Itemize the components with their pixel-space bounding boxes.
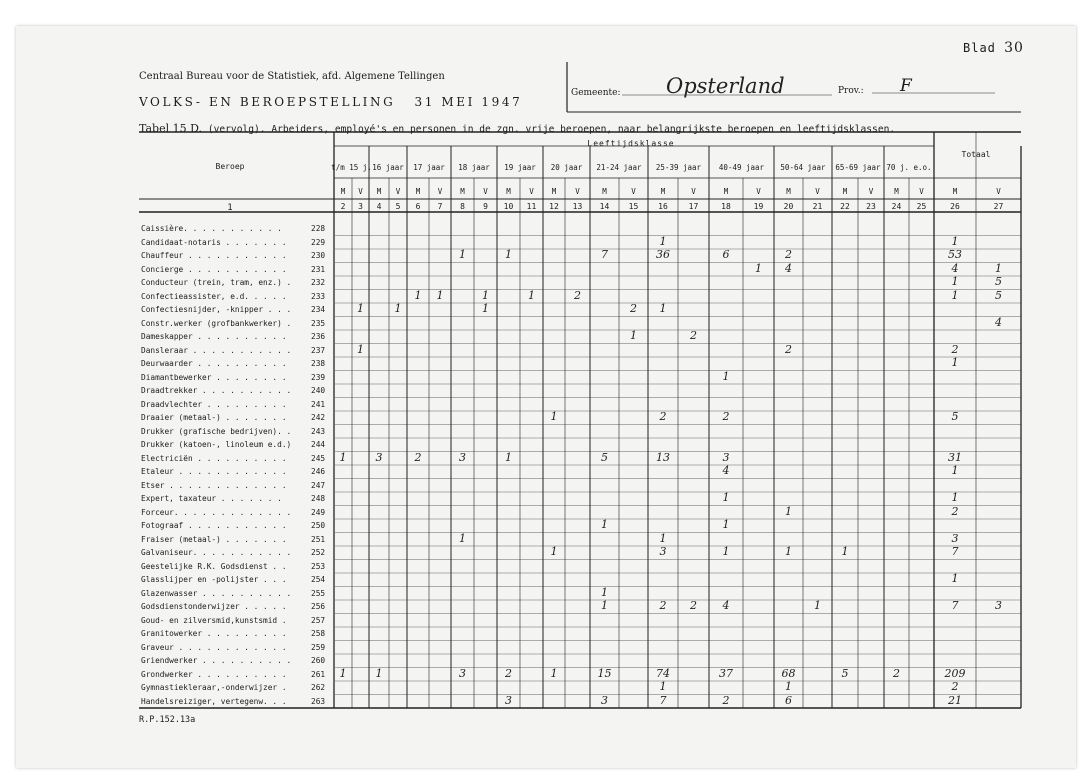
row-label: Confectieassister, e.d. . . . . <box>141 291 287 301</box>
sex-label: V <box>529 187 534 196</box>
table-cell-value: 5 <box>995 288 1002 302</box>
table-cell-value: 1 <box>951 464 959 477</box>
column-number: 27 <box>993 202 1004 211</box>
row-code: 260 <box>311 656 326 665</box>
table-cell-value: 1 <box>459 248 466 261</box>
row-code: 243 <box>311 426 326 436</box>
table-title: (vervolg). Arbeiders, employé's en personen in de zgn. vrije beroepen, naar belangrijkste beroepen en leeftijdsklassen. <box>207 124 896 135</box>
census-date: 31 MEI 1947 <box>414 95 523 109</box>
row-code: 259 <box>311 642 326 652</box>
table-cell-value: 2 <box>893 666 900 680</box>
table-cell-value: 2 <box>630 302 637 315</box>
column-number: 22 <box>840 202 850 211</box>
table-cell-value: 21 <box>948 693 962 707</box>
row-code: 241 <box>311 399 326 409</box>
table-cell-value: 1 <box>630 329 637 342</box>
table-cell-value: 6 <box>722 248 730 261</box>
row-code: 257 <box>311 615 326 625</box>
table-cell-value: 1 <box>394 302 402 315</box>
table-cell-value: 7 <box>659 693 667 707</box>
table-cell-value: 2 <box>722 410 730 423</box>
table-cell-value: 5 <box>841 666 849 680</box>
table-cell-value: 36 <box>656 248 670 261</box>
row-code: 235 <box>311 318 326 328</box>
total-header: Totaal <box>961 150 991 159</box>
table-cell-value: 3 <box>459 450 466 464</box>
age-class-label: 50-64 jaar <box>780 163 826 172</box>
row-label: Draadtrekker . . . . . . . . . . <box>141 386 292 395</box>
column-number: 8 <box>460 202 465 211</box>
column-number: 6 <box>415 202 421 211</box>
table-cell-value: 3 <box>505 693 512 707</box>
sex-label: M <box>376 187 382 196</box>
table-cell-value: 1 <box>436 288 444 302</box>
row-label: Etaleur . . . . . . . . . . . . <box>141 467 287 476</box>
table-cell-value: 1 <box>459 531 466 545</box>
table-cell-value: 1 <box>375 666 383 680</box>
table-cell-value: 1 <box>482 302 489 315</box>
table-cell-value: 3 <box>951 531 959 545</box>
table-cell-value: 1 <box>785 504 792 518</box>
table-cell-value: 4 <box>995 315 1002 329</box>
row-code: 230 <box>311 251 326 260</box>
age-class-label: 40-49 jaar <box>718 163 765 172</box>
sex-label: M <box>460 187 465 196</box>
sheet-label: Blad <box>963 41 996 55</box>
age-class-label: 25-39 jaar <box>655 163 702 172</box>
row-code: 231 <box>311 264 326 274</box>
column-number: 9 <box>483 202 488 211</box>
row-code: 255 <box>311 588 326 598</box>
sex-label: M <box>660 187 666 196</box>
table-cell-value: 2 <box>414 450 422 464</box>
table-cell-value: 1 <box>505 248 512 261</box>
row-code: 237 <box>311 345 326 355</box>
table-cell-value: 3 <box>995 599 1002 612</box>
row-code: 262 <box>311 683 326 692</box>
beroep-header: Beroep <box>215 162 245 171</box>
table-cell-value: 1 <box>951 275 959 288</box>
age-class-label: 70 j. e.o. <box>886 163 932 172</box>
sex-label: V <box>358 187 363 196</box>
table-cell-value: 209 <box>944 666 966 680</box>
row-code: 240 <box>311 386 326 395</box>
row-code: 229 <box>311 237 326 247</box>
column-number: 10 <box>503 202 514 211</box>
row-label: Griendwerker . . . . . . . . . . <box>141 656 292 665</box>
row-label: Granitowerker . . . . . . . . . <box>141 629 287 638</box>
table-cell-value: 1 <box>339 666 347 680</box>
table-cell-value: 2 <box>505 666 512 680</box>
row-label: Deurwaarder . . . . . . . . . . <box>141 359 287 368</box>
table-cell-value: 74 <box>656 666 670 680</box>
age-class-label: 17 jaar <box>413 163 445 172</box>
column-number: 16 <box>658 202 668 211</box>
table-cell-value: 2 <box>574 288 581 302</box>
table-number: Tabel 15 D. <box>139 122 203 135</box>
sex-label: M <box>723 187 729 196</box>
sex-label: M <box>786 187 791 196</box>
row-code: 261 <box>311 669 326 679</box>
table-cell-value: 1 <box>951 572 959 585</box>
row-label: Constr.werker (grofbankwerker) . <box>141 318 292 328</box>
row-label: Caissière. . . . . . . . . . . <box>141 224 282 233</box>
row-label: Glazenwasser . . . . . . . . . . <box>141 588 292 598</box>
table-cell-value: 1 <box>659 302 667 315</box>
column-number: 26 <box>950 202 960 211</box>
row-label: Drukker (grafische bedrijven). . <box>141 426 292 436</box>
column-number: 23 <box>866 202 876 211</box>
sex-label: M <box>340 187 346 196</box>
row-label: Confectiesnijder, -knipper . . . <box>141 305 292 314</box>
province-value: F <box>900 76 912 96</box>
table-cell-value: 1 <box>722 518 730 531</box>
column-number: 18 <box>721 202 731 211</box>
table-cell-value: 1 <box>722 491 730 504</box>
row-code: 234 <box>311 305 326 314</box>
row-code: 252 <box>311 548 326 557</box>
row-code: 236 <box>311 332 326 341</box>
table-cell-value: 1 <box>601 518 608 531</box>
row-label: Dameskapper . . . . . . . . . . <box>141 332 287 341</box>
table-cell-value: 1 <box>785 545 792 558</box>
column-number: 4 <box>376 202 382 211</box>
table-cell-value: 4 <box>951 261 959 275</box>
table-cell-value: 1 <box>995 261 1002 275</box>
table-cell-value: 31 <box>948 450 962 464</box>
column-number: 19 <box>753 202 764 211</box>
row-label: Electriciën . . . . . . . . . . <box>141 453 287 463</box>
row-code: 239 <box>311 372 326 382</box>
row-code: 251 <box>311 534 326 544</box>
row-label: Expert, taxateur . . . . . . . <box>141 494 282 503</box>
row-label: Concierge . . . . . . . . . . . <box>141 264 287 274</box>
table-cell-value: 5 <box>995 275 1002 288</box>
row-code: 254 <box>311 575 326 584</box>
table-cell-value: 1 <box>785 680 792 693</box>
table-cell-value: 1 <box>755 261 762 275</box>
table-cell-value: 1 <box>814 599 821 612</box>
table-cell-value: 2 <box>690 329 697 342</box>
row-label: Glasslijper en -polijster . . . <box>141 575 287 584</box>
table-cell-value: 1 <box>722 545 730 558</box>
age-class-label: 20 jaar <box>550 163 583 172</box>
row-label: Handelsreiziger, vertegenw. . . <box>141 696 287 706</box>
row-code: 232 <box>311 278 326 287</box>
row-code: 250 <box>311 521 326 530</box>
sex-label: V <box>483 187 488 196</box>
column-number: 24 <box>891 202 902 211</box>
sex-label: V <box>919 187 924 196</box>
row-label: Forceur. . . . . . . . . . . . . <box>141 507 292 517</box>
sex-label: V <box>395 187 401 196</box>
table-cell-value: 2 <box>659 410 667 423</box>
row-code: 247 <box>311 480 326 490</box>
table-cell-value: 1 <box>659 531 667 545</box>
row-code: 253 <box>311 561 326 571</box>
age-class-label: 65-69 jaar <box>835 163 881 172</box>
row-label: Draaier (metaal-) . . . . . . . <box>141 413 287 422</box>
age-class-label: 21-24 jaar <box>596 163 642 172</box>
column-number: 7 <box>437 202 443 211</box>
table-cell-value: 2 <box>659 599 667 612</box>
sex-label: M <box>415 187 421 196</box>
sex-label: M <box>894 187 899 196</box>
row-label: Graveur . . . . . . . . . . . . <box>141 642 287 652</box>
row-label: Gymnastiekleraar,-onderwijzer . <box>141 683 287 692</box>
table-cell-value: 7 <box>601 248 608 261</box>
table-cell-value: 1 <box>339 450 347 464</box>
row-label: Fotograaf . . . . . . . . . . . <box>141 521 287 530</box>
column-number: 11 <box>526 202 537 211</box>
row-label: Chauffeur . . . . . . . . . . . <box>141 251 287 260</box>
table-cell-value: 2 <box>785 248 792 261</box>
municipality-value: Opsterland <box>666 74 785 98</box>
sex-label: V <box>691 187 696 196</box>
row-code: 238 <box>311 359 326 368</box>
sex-label: M <box>602 187 607 196</box>
census-name: VOLKS- EN BEROEPSTELLING <box>139 95 396 109</box>
table-cell-value: 4 <box>722 599 730 612</box>
table-cell-value: 2 <box>785 342 792 356</box>
row-label: Draadvlechter . . . . . . . . . <box>141 399 287 409</box>
table-cell-value: 1 <box>601 585 608 599</box>
row-code: 245 <box>311 453 326 463</box>
row-label: Candidaat-notaris . . . . . . . <box>141 237 287 247</box>
table-cell-value: 3 <box>722 450 730 464</box>
column-number: 25 <box>916 202 927 211</box>
table-cell-value: 1 <box>951 356 959 369</box>
row-label: Geestelijke R.K. Godsdienst . . <box>141 561 287 571</box>
row-label: Fraiser (metaal-) . . . . . . . <box>141 534 287 544</box>
sex-label: M <box>842 187 848 196</box>
table-cell-value: 1 <box>528 288 535 302</box>
table-cell-value: 3 <box>375 450 383 464</box>
table-cell-value: 7 <box>951 545 959 558</box>
row-code: 242 <box>311 413 326 422</box>
table-cell-value: 1 <box>951 491 959 504</box>
row-code: 233 <box>311 291 326 301</box>
table-cell-value: 1 <box>414 288 422 302</box>
column-number: 3 <box>358 202 363 211</box>
table-cell-value: 7 <box>951 599 959 612</box>
municipality-label: Gemeente: <box>571 88 621 98</box>
column-number: 14 <box>599 202 610 211</box>
table-cell-value: 4 <box>722 464 730 477</box>
table-cell-value: 2 <box>722 693 730 707</box>
age-class-label: 19 jaar <box>504 163 536 172</box>
column-number: 17 <box>688 202 699 211</box>
table-cell-value: 4 <box>785 261 792 275</box>
form-code: R.P.152.13a <box>139 715 196 725</box>
age-class-label: 18 jaar <box>458 163 490 172</box>
table-cell-value: 1 <box>550 545 558 558</box>
table-cell-value: 2 <box>690 599 697 612</box>
row-code: 258 <box>311 629 326 638</box>
sex-label: V <box>868 187 874 196</box>
column-number: 20 <box>783 202 794 211</box>
table-cell-value: 1 <box>601 599 608 612</box>
row-code: 263 <box>311 696 326 706</box>
sheet-number: 30 <box>1004 40 1024 56</box>
table-cell-value: 5 <box>601 450 608 464</box>
table-cell-value: 53 <box>948 248 962 261</box>
column-number: 15 <box>628 202 639 211</box>
column-number: 13 <box>572 202 583 211</box>
table-cell-value: 1 <box>550 666 558 680</box>
table-cell-value: 6 <box>785 693 792 707</box>
column-number: 12 <box>549 202 559 211</box>
row-code: 248 <box>311 494 326 503</box>
organization-line: Centraal Bureau voor de Statistiek, afd. Algemene Tellingen <box>139 71 445 82</box>
sex-label: V <box>996 187 1001 196</box>
row-code: 244 <box>311 440 326 449</box>
table-cell-value: 3 <box>659 545 667 558</box>
table-cell-value: 3 <box>459 666 466 680</box>
row-code: 246 <box>311 467 326 476</box>
row-label: Etser . . . . . . . . . . . . . <box>141 480 287 490</box>
table-cell-value: 3 <box>601 693 608 707</box>
table-cell-value: 2 <box>951 680 959 693</box>
table-cell-value: 1 <box>505 450 512 464</box>
column-number: 2 <box>340 202 346 211</box>
table-cell-value: 1 <box>951 234 959 248</box>
row-label: Diamantbewerker . . . . . . . . <box>141 372 287 382</box>
table-cell-value: 1 <box>659 680 667 693</box>
sex-label: M <box>952 187 958 196</box>
age-class-label: t/m 15 j. <box>331 163 372 172</box>
table-cell-value: 1 <box>357 302 364 315</box>
table-cell-value: 1 <box>550 410 558 423</box>
sex-label: V <box>756 187 761 196</box>
row-label: Galvaniseur. . . . . . . . . . . <box>141 548 292 557</box>
table-cell-value: 37 <box>719 666 733 680</box>
row-label: Grondwerker . . . . . . . . . . <box>141 669 287 679</box>
province-label: Prov.: <box>838 86 864 96</box>
age-group-header: Leeftijdsklasse <box>587 139 675 148</box>
sex-label: M <box>551 187 557 196</box>
table-cell-value: 5 <box>951 410 959 423</box>
table-cell-value: 1 <box>357 342 364 356</box>
row-code: 256 <box>311 602 326 611</box>
table-cell-value: 15 <box>597 666 612 680</box>
row-label: Conducteur (trein, tram, enz.) . <box>141 278 292 287</box>
column-number: 5 <box>395 202 401 211</box>
row-code: 228 <box>311 224 326 233</box>
row-label: Goud- en zilversmid,kunstsmid . <box>141 615 287 625</box>
row-code: 249 <box>311 507 326 517</box>
beroep-column-number: 1 <box>227 203 233 213</box>
sex-label: V <box>437 187 443 196</box>
sex-label: V <box>575 187 580 196</box>
sex-label: M <box>506 187 511 196</box>
table-cell-value: 13 <box>656 450 670 464</box>
table-cell-value: 2 <box>951 342 959 356</box>
sex-label: V <box>815 187 820 196</box>
row-label: Godsdienstonderwijzer . . . . . <box>141 602 287 611</box>
table-cell-value: 2 <box>951 504 959 518</box>
sex-label: V <box>631 187 636 196</box>
row-label: Drukker (katoen-, linoleum e.d.) <box>141 440 292 449</box>
row-label: Dansleraar . . . . . . . . . . . <box>141 345 292 355</box>
table-cell-value: 1 <box>841 545 849 558</box>
table-cell-value: 1 <box>722 369 730 383</box>
table-cell-value: 1 <box>659 234 667 248</box>
age-class-label: 16 jaar <box>372 163 404 172</box>
table-cell-value: 1 <box>482 288 489 302</box>
column-number: 21 <box>812 202 823 211</box>
table-cell-value: 1 <box>951 288 959 302</box>
table-cell-value: 68 <box>781 666 796 680</box>
